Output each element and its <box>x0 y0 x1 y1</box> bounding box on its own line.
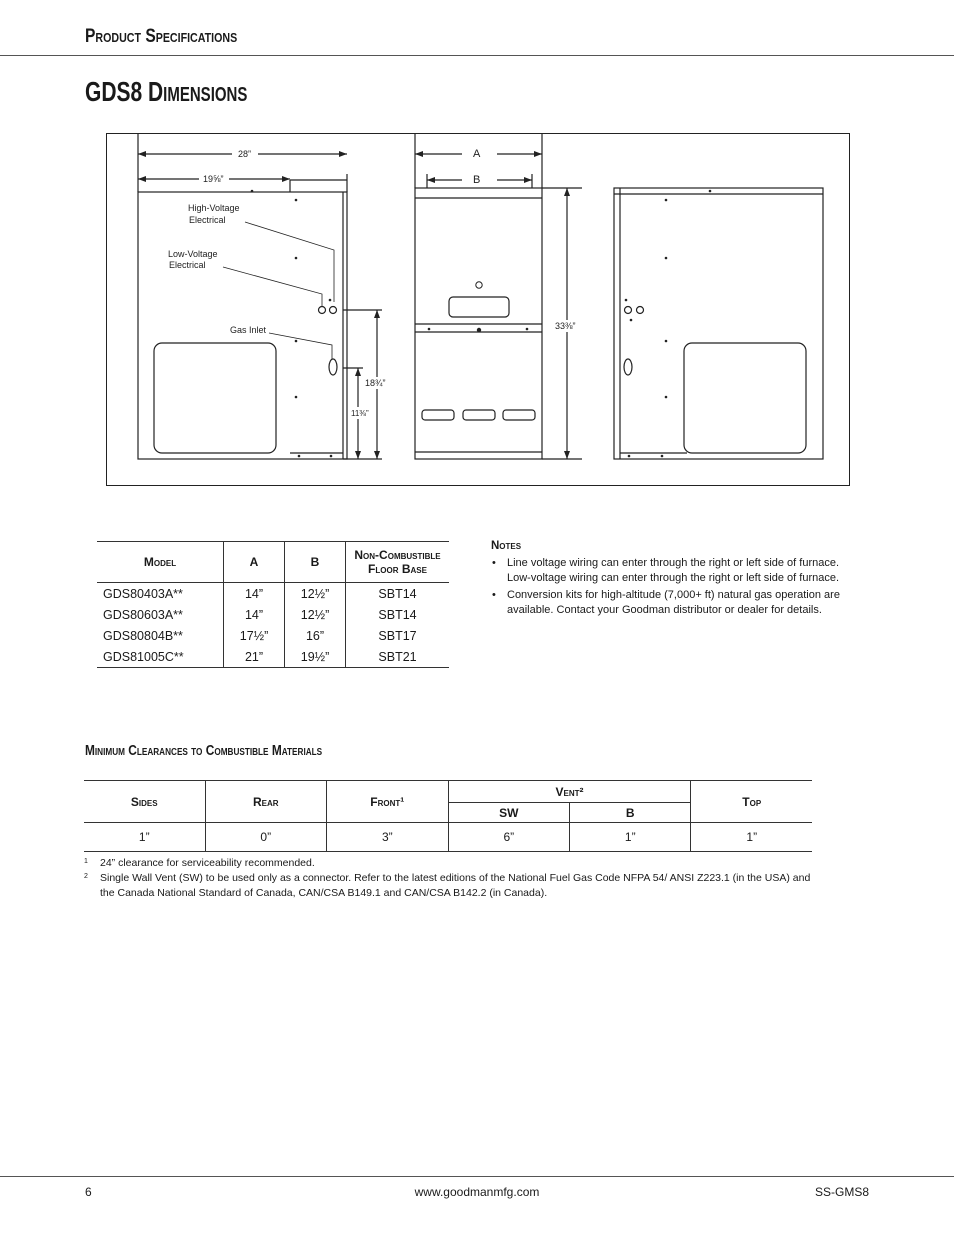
footnotes <box>84 856 814 901</box>
dim-11-label: 11⅜” <box>351 409 369 418</box>
low-voltage-label-2: Electrical <box>169 260 206 270</box>
table-row <box>97 583 449 605</box>
vent-header: Vent² <box>448 781 691 803</box>
footnote-item <box>84 871 814 901</box>
rear-value: 0” <box>205 823 327 852</box>
dim-b-label: B <box>473 174 481 186</box>
b-value: 1” <box>570 823 691 852</box>
note-item: • Line voltage wiring can enter through the right or left side of furnace. Low-voltage wiring can enter through the right or left side of furnace. <box>491 556 861 586</box>
model-cell: GDS80804B** <box>103 628 183 643</box>
footnote-text: Single Wall Vent (SW) to be used only as a connector. Refer to the latest editions of the National Fuel Gas Code NFPA 54/ ANSI Z223.1 (in the USA) and the Canada National Standard of Canada, CAN/CSA B149.1 and CAN/CSA B142.2 (in Canada). <box>100 872 811 899</box>
floor-base-cell: SBT14 <box>346 583 450 605</box>
floor-base-column-header <box>346 542 450 583</box>
a-column-header: A <box>224 542 285 583</box>
clearances-table <box>84 780 812 852</box>
b-column-header: B <box>285 542 346 583</box>
b-cell: 16” <box>285 625 346 646</box>
footer-divider <box>0 1176 954 1177</box>
furnace-drawings <box>107 134 849 485</box>
page-number: 6 <box>85 1185 92 1199</box>
dim-18-label: 18¾” <box>365 378 386 388</box>
dim-33-label: 33⅜” <box>555 321 576 331</box>
header-title: Product Specifications <box>85 26 238 47</box>
dim-19-label: 19⅝” <box>203 174 224 184</box>
floor-base-header-line1: Non-Combustible <box>354 548 441 562</box>
footnote-item <box>84 856 814 871</box>
model-dimensions-table <box>97 541 449 668</box>
document-code: SS-GMS8 <box>814 1185 869 1199</box>
a-cell: 14” <box>224 583 285 605</box>
table-row <box>84 823 812 852</box>
table-row <box>97 646 449 668</box>
floor-base-header-line2: Floor Base <box>368 562 427 576</box>
a-cell: 17½” <box>224 625 285 646</box>
top-value: 1” <box>691 823 812 852</box>
model-cell: GDS80403A** <box>103 586 183 601</box>
footnote-number: 2 <box>84 873 88 880</box>
left-side-view <box>138 134 382 459</box>
floor-base-cell: SBT17 <box>346 625 450 646</box>
dim-a-label: A <box>473 148 481 160</box>
dimensions-diagram <box>106 133 850 486</box>
note-item: • Conversion kits for high-altitude (7,000+ ft) natural gas operation are available. Contact your Goodman distributor or dealer for details. <box>491 588 861 618</box>
footnote-text: 24” clearance for serviceability recommended. <box>100 857 315 869</box>
right-side-view <box>614 188 823 459</box>
top-header: Top <box>691 781 812 823</box>
front-view <box>415 134 582 459</box>
notes-title: Notes <box>491 540 522 552</box>
header-divider <box>0 55 954 56</box>
floor-base-cell: SBT21 <box>346 646 450 668</box>
gas-inlet-label: Gas Inlet <box>230 325 267 335</box>
sides-value: 1” <box>84 823 205 852</box>
table-row <box>97 625 449 646</box>
high-voltage-label-2: Electrical <box>189 215 226 225</box>
notes-section <box>491 539 861 620</box>
a-cell: 21” <box>224 646 285 668</box>
high-voltage-label-1: High-Voltage <box>188 203 240 213</box>
model-cell: GDS81005C** <box>97 646 224 668</box>
b-cell: 19½” <box>285 646 346 668</box>
front-header: Front¹ <box>327 781 449 823</box>
rear-header: Rear <box>205 781 327 823</box>
b-header: B <box>570 803 691 823</box>
sides-header: Sides <box>84 781 205 823</box>
clearances-title: Minimum Clearances to Combustible Materials <box>85 743 323 759</box>
model-column-header: Model <box>97 542 224 583</box>
dim-28-label: 28” <box>238 149 252 159</box>
front-value: 3” <box>327 823 449 852</box>
model-cell: GDS80603A** <box>103 607 183 622</box>
sw-header: SW <box>448 803 569 823</box>
a-cell: 14” <box>224 604 285 625</box>
footer-url: www.goodmanmfg.com <box>414 1185 540 1199</box>
low-voltage-label-1: Low-Voltage <box>168 249 218 259</box>
table-row <box>97 604 449 625</box>
b-cell: 12½” <box>285 604 346 625</box>
page-title: GDS8 Dimensions <box>85 76 248 107</box>
b-cell: 12½” <box>285 583 346 605</box>
sw-value: 6” <box>448 823 569 852</box>
footnote-number: 1 <box>84 858 88 865</box>
floor-base-cell: SBT14 <box>346 604 450 625</box>
